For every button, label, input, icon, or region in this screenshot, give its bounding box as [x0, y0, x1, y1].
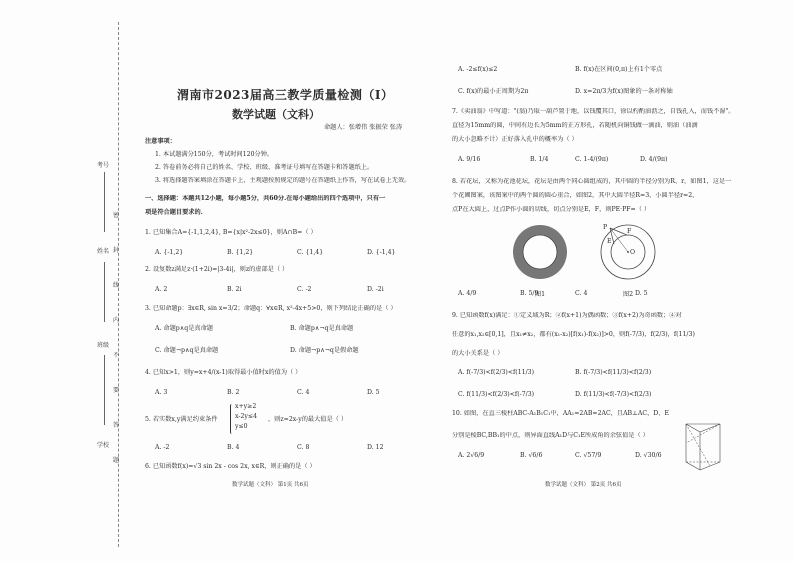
question-8-line: 点P在大圆上，过点P作小圆的切线，切点分别是E，F，则PE·PF=（ ） [452, 206, 651, 213]
fig2-caption: 图2 [623, 291, 634, 298]
seal-word: 答 [113, 422, 120, 429]
q7-option-b: B. 1/4 [530, 156, 549, 163]
q4-option-c: C. 4 [297, 389, 310, 396]
question-7-line: 的大小忽略不计）正好落入孔中的概率为（ ） [452, 136, 578, 143]
question-8-line: 个花圃图案，该图案中的两个圆的圆心重合，如图2，其中大圆半径R=3，小圆半径r=2， [452, 192, 699, 199]
school-label: 学校 [97, 442, 110, 449]
section-heading-cont: 项是符合题目要求的. [145, 209, 203, 216]
q6-option-c: C. f(x)的最小正周期为2π [458, 88, 529, 95]
q8-figures [510, 222, 670, 290]
q9-option-d: D. f(11/3)<f(-7/3)<f(2/3) [575, 391, 652, 398]
q8-option-b: B. 5/9 [520, 290, 539, 297]
q3-option-d: D. 命题¬p∧¬q是假命题 [290, 347, 359, 354]
question-9-line: 9. 已知函数f(x)满足：①定义域为R；②f(x+1)为偶函数；③f(x+2)为奇函数；④对 [452, 312, 682, 319]
fig1-caption: 图1 [535, 291, 546, 298]
question-10-line: 分别是棱BC,BB₁的中点，则异面直线A₁D与C₁E所成角的余弦值是（ ） [452, 432, 649, 439]
exam-no-label: 考号 [97, 162, 110, 169]
label-p: P [603, 224, 608, 231]
q2-option-d: D. -2i [367, 286, 384, 293]
q6-option-d: D. x=2π/3为f(x)图象的一条对称轴 [575, 88, 673, 95]
note-item: 2. 答卷前务必将自己的姓名、学校、班级、准考证号填写在答题卡和答题纸上。 [155, 164, 374, 171]
q3-option-b: B. 命题p∧¬q是真命题 [290, 325, 354, 332]
q1-option-c: C. {1,4} [297, 249, 324, 256]
seal-word: 不 [113, 352, 120, 359]
q8-option-d: D. 5 [635, 290, 648, 297]
question-8-line: 8. 若花坛，又称为花池花坛，花坛是由两个同心圆组成的，其中圆的半径分别为R、r，如图1，这是一 [452, 178, 732, 185]
section-heading: 一、选择题：本题共12小题，每小题5分，共60分.在每小题给出的四个选项中，只有一 [145, 195, 386, 202]
question-10-line: 10. 如图，在直三棱柱ABC-A₁B₁C₁中，AA₁=2AB=2AC，且AB⊥AC，D、E [452, 410, 669, 417]
center-o [627, 251, 629, 253]
exam-no-line [104, 172, 106, 232]
class-label: 班级 [97, 342, 110, 349]
class-line [104, 355, 106, 425]
q10-option-c: C. √57/9 [575, 452, 602, 459]
fig1-inner-circle [523, 235, 557, 269]
q5-option-d: D. 12 [367, 444, 384, 451]
label-o: O [630, 249, 636, 256]
constraint-3: y≤0 [235, 423, 248, 430]
question-3-stem: 3. 已知命题p：∃x∈R, sin x=3/2；命题q：∀x∈R, x²-4x+5>0，则下列结论正确的是（ ） [145, 305, 397, 312]
question-4-stem: 4. 已知x>1，则y=x+4/(x-1)取得最小值时x的值为（ ） [145, 369, 302, 376]
question-9-line: 的大小关系是（ ） [452, 350, 504, 357]
question-1-stem: 1. 已知集合A={-1,1,2,4}, B={x|x²-2x≤0}，则A∩B=（ ） [145, 229, 317, 236]
seal-word: 封 [113, 247, 120, 254]
q4-option-a: A. 3 [155, 389, 168, 396]
q9-option-b: B. f(-7/3)<f(11/3)<f(2/3) [575, 369, 652, 376]
authors: 命题人：张增伟 张振荣 张涛 [324, 124, 403, 131]
q2-option-c: C. -2 [297, 286, 312, 293]
q5-option-b: B. 4 [227, 444, 240, 451]
q4-option-b: B. 2 [227, 389, 240, 396]
question-5-tail: ，则z=2x-y的最大值是（ ） [268, 416, 348, 423]
prism-figure [680, 418, 738, 474]
question-7-line: 7.《卖油翁》中写道："(翁)乃取一葫芦置于地，以钱覆其口，徐以杓酌油沥之，自钱孔入，而钱不湿"。 [452, 108, 735, 115]
seal-word: 内 [113, 317, 120, 324]
constraint-1: x+y≥2 [235, 403, 257, 410]
constraint-2: x-2y≤4 [235, 413, 258, 420]
q8-option-c: C. 4 [575, 290, 588, 297]
q6-option-b: B. f(x)在区间(0,π)上有1个零点 [575, 66, 663, 73]
note-item: 3. 将选择题答案填涂在答题卡上，主观题按照规定的题号在答题纸上作答，写在试卷上无效。 [155, 177, 411, 184]
q7-option-d: D. 4/(9π) [640, 156, 668, 163]
label-f: F [627, 228, 632, 235]
q3-option-c: C. 命题¬p∧q是真命题 [155, 347, 219, 354]
q5-option-a: A. -2 [155, 444, 170, 451]
page-subtitle: 数学试题（文科） [232, 108, 320, 121]
q4-option-d: D. 5 [367, 389, 380, 396]
seal-word: 题 [113, 457, 120, 464]
q6-option-a: A. -2≤f(x)≤2 [458, 66, 498, 73]
question-6-stem: 6. 已知函数f(x)=√3 sin 2x - cos 2x, x∈R，则正确的是（ ） [145, 463, 316, 470]
seal-word: 线 [113, 282, 120, 289]
page-title: 渭南市2023届高三教学质量检测（Ⅰ） [177, 88, 394, 102]
question-2-stem: 2. 设复数z满足z·(1+2i)=|3-4i|，则z的虚部是（ ） [145, 266, 289, 273]
label-e: E [607, 238, 612, 245]
q1-option-b: B. {1,2} [227, 249, 254, 256]
q5-option-c: C. 8 [297, 444, 310, 451]
q2-option-b: B. 2i [227, 286, 242, 293]
q8-option-a: A. 4/9 [458, 290, 477, 297]
name-line [104, 262, 106, 322]
q7-option-c: C. 1-4/(9π) [575, 156, 609, 163]
q10-option-d: D. √30/6 [635, 452, 662, 459]
brace [230, 404, 234, 434]
q1-option-a: A. {-1,2} [155, 249, 184, 256]
question-9-line: 任意的x₁,x₂∈[0,1]，且x₁≠x₂，都有(x₁-x₂)[f(x₁)-f(x₂)]>0，则f(-7/3)，f(2/3)，f(11/3) [452, 331, 695, 338]
note-item: 1. 本试题满分150分，考试时间120分钟。 [155, 151, 274, 158]
q9-option-a: A. f(-7/3)<f(2/3)<f(11/3) [458, 369, 535, 376]
q1-option-d: D. {-1,4} [367, 249, 396, 256]
q3-option-a: A. 命题p∧q是真命题 [155, 325, 213, 332]
q9-option-c: C. f(11/3)<f(2/3)<f(-7/3) [458, 391, 535, 398]
seal-word: 密 [113, 212, 120, 219]
q10-option-a: A. 2√6/9 [458, 452, 485, 459]
question-5-stem: 5. 若实数x,y满足约束条件 [145, 416, 218, 423]
q7-option-a: A. 9/16 [458, 156, 481, 163]
question-7-line: 直径为15mm的圆，中间有边长为5mm的正方形孔，若随机向铜钱做一滴油，则油（油滴 [452, 122, 698, 129]
q10-option-b: B. √6/6 [520, 452, 543, 459]
page-footer-left: 数学试题（文科） 第1页 共6页 [232, 482, 309, 488]
notes-heading: 注意事项： [145, 138, 176, 145]
q2-option-a: A. 2 [155, 286, 168, 293]
page-footer-right: 数学试题（文科） 第2页 共6页 [545, 482, 622, 488]
seal-word: 要 [113, 387, 120, 394]
name-label: 姓名 [97, 248, 110, 255]
